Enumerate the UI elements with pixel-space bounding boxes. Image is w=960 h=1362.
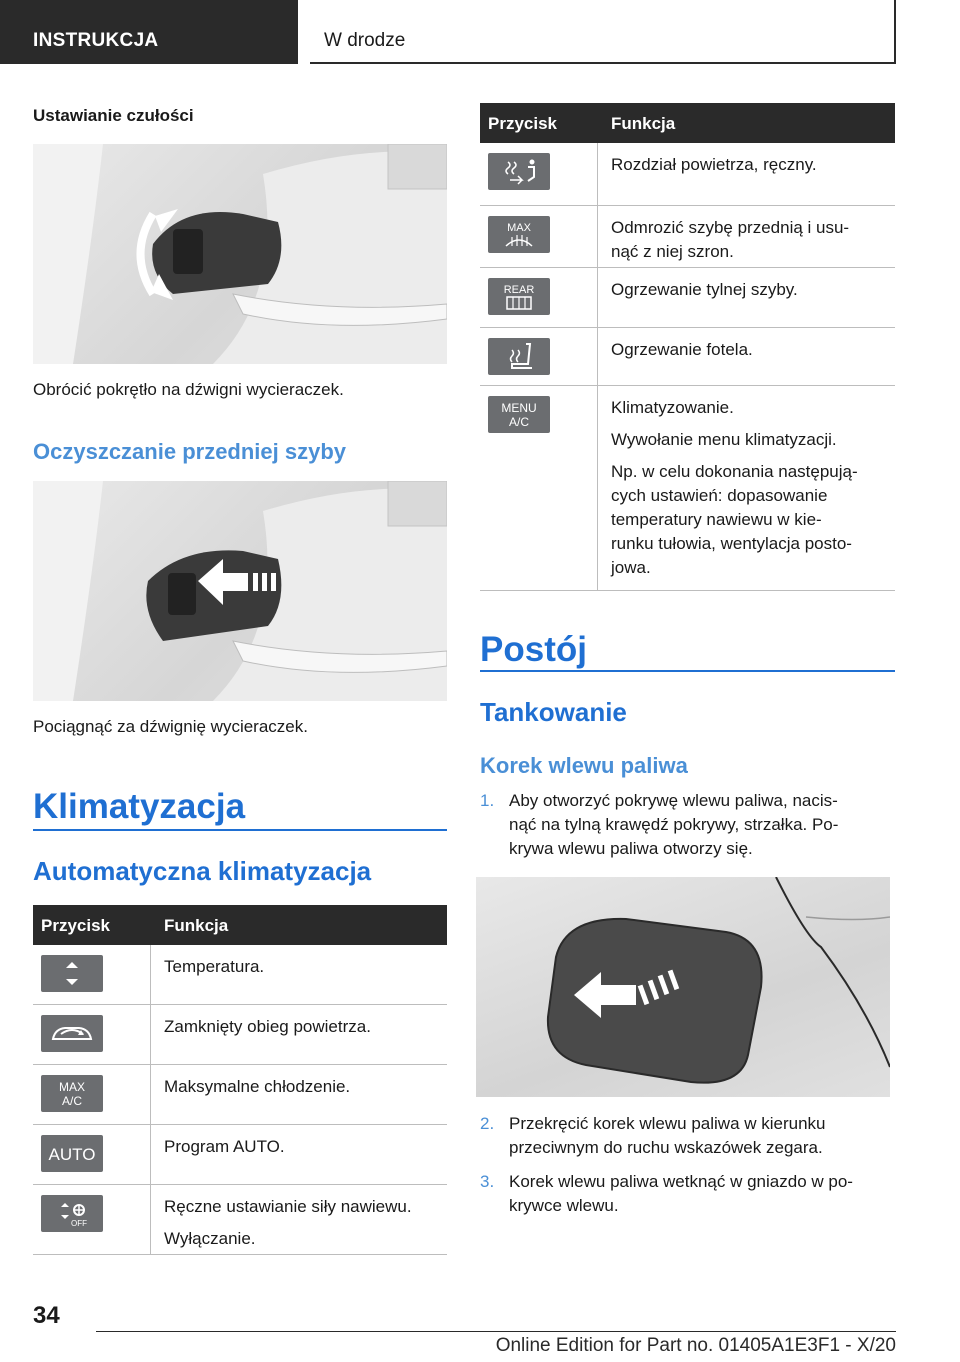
table-row [480, 268, 895, 328]
row-function-text: Temperatura. [164, 957, 265, 976]
menu-ac-icon [488, 396, 550, 433]
sensitivity-title: Ustawianie czułości [33, 106, 194, 125]
header-chapter-label: W drodze [324, 30, 406, 51]
refuel-heading: Tankowanie [480, 697, 627, 727]
ac-heading: Klimatyzacja [33, 787, 246, 826]
rear-defrost-icon [488, 278, 550, 315]
recirculation-car-icon [41, 1015, 103, 1052]
page-number: 34 [33, 1302, 60, 1329]
table-row [33, 1185, 447, 1255]
wiper-lever-rotate-image [33, 144, 447, 364]
row-function-text: Program AUTO. [164, 1137, 285, 1156]
air-distribution-icon [488, 153, 550, 190]
table-header [480, 103, 895, 143]
column-header-button: Przycisk [488, 114, 557, 133]
table-row [480, 143, 895, 206]
header-chapter-tab [310, 0, 896, 64]
column-header-function: Funkcja [164, 916, 229, 935]
row-function-line: Wyłączanie. [164, 1229, 256, 1248]
row-function-text: Maksymalne chłodzenie. [164, 1077, 351, 1096]
svg-text:MAX: MAX [58, 1080, 86, 1094]
column-header-function: Funkcja [611, 114, 676, 133]
table-row [480, 386, 895, 591]
svg-text:MENU: MENU [501, 401, 537, 415]
step-number: 3. [480, 1172, 495, 1191]
row-function-text: Ogrzewanie fotela. [611, 340, 753, 359]
row-function-text: Rozdział powietrza, ręczny. [611, 155, 817, 174]
row-function-text: Odmrozić szybę przednią i usu- nąć z niej szron. [611, 218, 850, 261]
column-divider [597, 143, 598, 591]
footer-rule [96, 1331, 896, 1332]
row-function-text [164, 1195, 412, 1259]
climate-buttons-table [480, 103, 895, 591]
svg-text:REAR: REAR [503, 284, 535, 296]
washer-caption: Pociągnąć za dźwignię wycieraczek. [33, 717, 308, 736]
step-text: Korek wlewu paliwa wetknąć w gniazdo w po- krywce wlewu. [509, 1172, 853, 1215]
step-text: Aby otworzyć pokrywę wlewu paliwa, nacis- nąć na tylną krawędź pokrywy, strzałka. Po- krywa wlewu paliwa otworzy się. [509, 791, 839, 858]
table-row [33, 1125, 447, 1185]
fuel-cap-heading: Korek wlewu paliwa [480, 753, 688, 778]
row-function-line: Ręczne ustawianie siły nawiewu. [164, 1197, 412, 1216]
wiper-lever-pull-image [33, 481, 447, 701]
svg-text:A/C: A/C [61, 1094, 83, 1108]
table-row [33, 1065, 447, 1125]
seat-heating-icon [488, 338, 550, 375]
column-divider [150, 945, 151, 1255]
row-function-line: Wywołanie menu klimatyzacji. [611, 430, 837, 449]
column-header-button: Przycisk [41, 916, 110, 935]
parking-heading: Postój [480, 630, 587, 669]
parking-heading-rule [480, 670, 895, 672]
svg-text:A/C: A/C [508, 415, 530, 429]
fan-off-icon [41, 1195, 103, 1232]
sensitivity-caption: Obrócić pokrętło na dźwigni wycieraczek. [33, 380, 344, 399]
auto-ac-heading: Automatyczna klimatyzacja [33, 856, 372, 886]
header-section-label: INSTRUKCJA [33, 30, 159, 51]
ac-heading-rule [33, 829, 447, 831]
table-header [33, 905, 447, 945]
step-number: 1. [480, 791, 495, 810]
table-row [480, 206, 895, 268]
step-number: 2. [480, 1114, 495, 1133]
washer-heading: Oczyszczanie przedniej szyby [33, 439, 347, 464]
auto-ac-table [33, 905, 447, 1255]
svg-text:OFF: OFF [71, 1219, 87, 1228]
footer-edition: Online Edition for Part no. 01405A1E3F1 - X/20 [495, 1335, 896, 1356]
step-text: Przekręcić korek wlewu paliwa w kierunku przeciwnym do ruchu wskazówek zegara. [509, 1114, 826, 1157]
svg-text:MAX: MAX [507, 222, 531, 234]
max-ac-icon [41, 1075, 103, 1112]
table-row [33, 1005, 447, 1065]
auto-program-icon [41, 1135, 103, 1172]
temperature-arrows-icon [41, 955, 103, 992]
row-function-line: Np. w celu dokonania następują- cych ustawień: dopasowanie temperatury nawiewu w kie- runku tułowia, wentylacja posto- jowa. [611, 462, 858, 577]
fuel-flap-image [476, 877, 890, 1097]
table-row [33, 945, 447, 1005]
table-row [480, 328, 895, 386]
header-section-tab [0, 0, 298, 64]
row-function-text: Zamknięty obieg powietrza. [164, 1017, 371, 1036]
row-function-text [611, 396, 858, 588]
row-function-line: Klimatyzowanie. [611, 398, 734, 417]
svg-text:AUTO: AUTO [48, 1145, 96, 1164]
max-defrost-icon [488, 216, 550, 253]
row-function-text: Ogrzewanie tylnej szyby. [611, 280, 798, 299]
